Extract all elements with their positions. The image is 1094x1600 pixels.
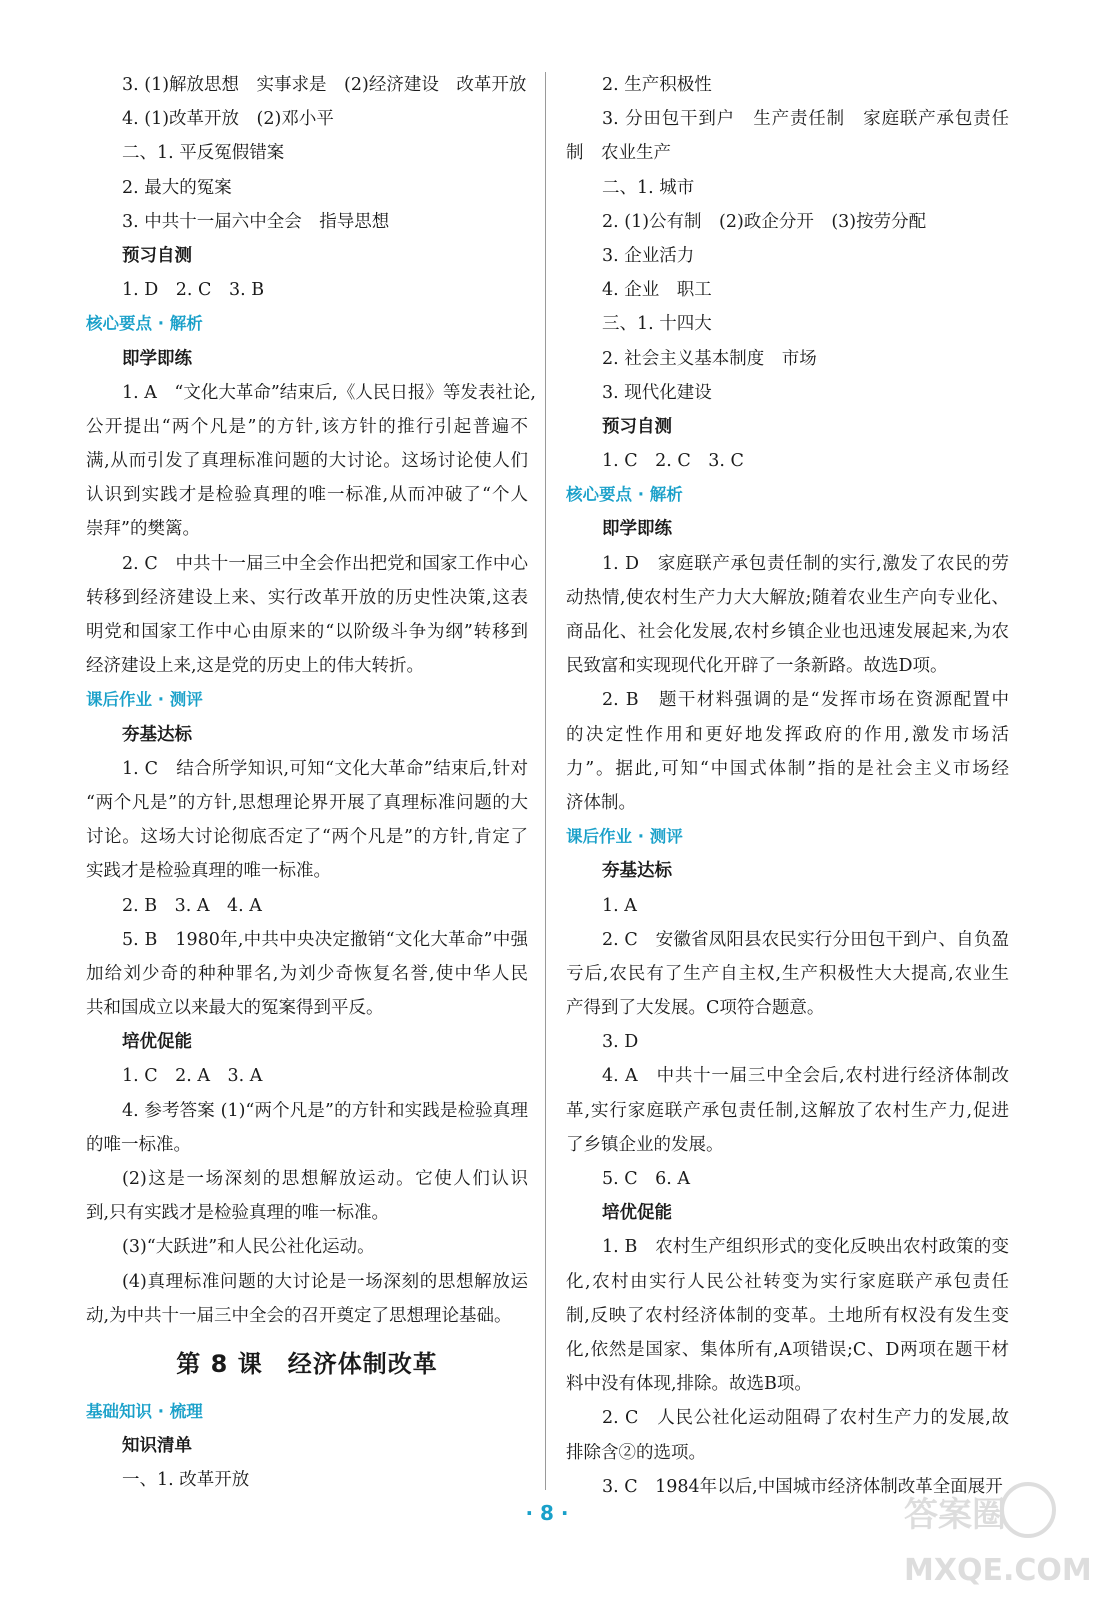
answer-line: (4)真理标准问题的大讨论是一场深刻的思想解放运 — [122, 1271, 528, 1292]
answer-continuation: 认识到实践才是检验真理的唯一标准,从而冲破了“个人 — [86, 485, 528, 506]
section-heading: 课后作业 · 测评 — [566, 827, 683, 847]
answer-continuation: 动,为中共十一届三中全会的召开奠定了思想理论基础。 — [86, 1305, 512, 1326]
answer-line: 2. B 题干材料强调的是“发挥市场在资源配置中 — [602, 690, 1009, 711]
subsection-heading: 夯基达标 — [602, 861, 672, 882]
answer-line: 3. C 1984年以后,中国城市经济体制改革全面展开 — [602, 1476, 1003, 1497]
answer-line: 2. B 3. A 4. A — [122, 895, 262, 916]
subsection-heading: 知识清单 — [122, 1436, 192, 1457]
answer-line: 1. D 家庭联产承包责任制的实行,激发了农民的劳 — [602, 553, 1009, 574]
answer-continuation: 的唯一标准。 — [86, 1134, 191, 1155]
answer-line: 3. 分田包干到户 生产责任制 家庭联产承包责任 — [602, 109, 1009, 130]
lesson-title: 第 8 课 经济体制改革 — [176, 1349, 438, 1378]
answer-continuation: “两个凡是”的方针,思想理论界开展了真理标准问题的大 — [86, 792, 528, 813]
subsection-heading: 即学即练 — [122, 348, 192, 369]
section-heading: 核心要点 · 解析 — [566, 485, 683, 505]
answer-line: 1. A — [602, 895, 637, 916]
answer-continuation: 亏后,农民有了生产自主权,生产积极性大大提高,农业生 — [566, 963, 1009, 984]
answer-line: 4. (1)改革开放 (2)邓小平 — [122, 109, 334, 130]
answer-line: 1. C 结合所学知识,可知“文化大革命”结束后,针对 — [122, 758, 528, 779]
answer-line: 一、1. 改革开放 — [122, 1470, 250, 1491]
answer-continuation: 加给刘少奇的种种罪名,为刘少奇恢复名誉,使中华人民 — [86, 963, 528, 984]
answer-line: 5. B 1980年,中共中央决定撤销“文化大革命”中强 — [122, 929, 528, 950]
answer-continuation: 实践才是检验真理的唯一标准。 — [86, 861, 331, 882]
answer-line: 3. 企业活力 — [602, 245, 695, 266]
answer-line: 3. 中共十一届六中全会 指导思想 — [122, 211, 390, 232]
subsection-heading: 即学即练 — [602, 519, 672, 540]
section-heading: 课后作业 · 测评 — [86, 690, 203, 710]
answer-continuation: 经济建设上来,这是党的历史上的伟大转折。 — [86, 656, 425, 677]
answer-line: 2. (1)公有制 (2)政企分开 (3)按劳分配 — [602, 211, 927, 232]
answer-line: 2. 最大的冤案 — [122, 177, 232, 198]
answer-line: 5. C 6. A — [602, 1169, 691, 1189]
answer-continuation: 明党和国家工作中心由原来的“以阶级斗争为纲”转移到 — [86, 622, 528, 642]
answer-continuation: 制,反映了农村经济体制的变革。土地所有权没有发生变 — [566, 1305, 1009, 1326]
left-column — [86, 68, 536, 1498]
answer-line: 三、1. 十四大 — [602, 314, 712, 335]
subsection-heading: 培优促能 — [602, 1203, 672, 1224]
watermark-text: 答案圈 — [904, 1495, 1006, 1535]
answer-continuation: 济体制。 — [566, 792, 636, 813]
answer-line: 2. 生产积极性 — [602, 75, 712, 95]
answer-continuation: 了乡镇企业的发展。 — [566, 1134, 724, 1155]
answer-line: (2)这是一场深刻的思想解放运动。它使人们认识 — [122, 1169, 528, 1189]
answer-line: 二、1. 平反冤假错案 — [122, 143, 285, 164]
answer-continuation: 讨论。这场大讨论彻底否定了“两个凡是”的方针,肯定了 — [86, 827, 528, 848]
answer-continuation: 排除含②的选项。 — [566, 1442, 706, 1463]
answer-line: 4. A 中共十一届三中全会后,农村进行经济体制改 — [602, 1066, 1009, 1087]
answer-line: 2. 社会主义基本制度 市场 — [602, 348, 817, 369]
answer-continuation: 力”。据此,可知“中国式体制”指的是社会主义市场经 — [566, 758, 1009, 779]
answer-line: 二、1. 城市 — [602, 177, 695, 198]
answer-continuation: 化,依然是国家、集体所有,A项错误;C、D两项在题干材 — [566, 1339, 1009, 1360]
answer-continuation: 制 农业生产 — [566, 143, 671, 164]
answer-line: 4. 企业 职工 — [602, 280, 712, 301]
answer-continuation: 动热情,使农村生产力大大解放;随着农业生产向专业化、 — [566, 587, 1009, 608]
answer-line: 2. C 人民公社化运动阻碍了农村生产力的发展,故 — [602, 1408, 1009, 1429]
subsection-heading: 预习自测 — [602, 416, 672, 437]
subsection-heading: 夯基达标 — [122, 724, 192, 745]
answer-continuation: 民致富和实现现代化开辟了一条新路。故选D项。 — [566, 656, 948, 677]
answer-line: 1. A “文化大革命”结束后,《人民日报》等发表社论, — [122, 382, 536, 403]
page-number: · 8 · — [525, 1501, 569, 1525]
right-column — [566, 68, 1009, 1504]
answer-line: 3. 现代化建设 — [602, 382, 712, 403]
answer-continuation: 到,只有实践才是检验真理的唯一标准。 — [86, 1203, 390, 1224]
answer-line: 1. C 2. A 3. A — [122, 1066, 263, 1087]
answer-continuation: 公开提出“两个凡是”的方针,该方针的推行引起普遍不 — [86, 416, 528, 437]
subsection-heading: 培优促能 — [122, 1032, 192, 1053]
answer-continuation: 共和国成立以来最大的冤案得到平反。 — [86, 998, 384, 1019]
answer-continuation: 革,实行家庭联产承包责任制,这解放了农村生产力,促进 — [566, 1100, 1009, 1121]
answer-line: 3. D — [602, 1032, 639, 1053]
section-heading: 核心要点 · 解析 — [86, 314, 203, 334]
answer-line: 2. C 安徽省凤阳县农民实行分田包干到户、自负盈 — [602, 929, 1009, 950]
answer-line: 1. D 2. C 3. B — [122, 280, 265, 301]
answer-line: 2. C 中共十一届三中全会作出把党和国家工作中心 — [122, 553, 528, 574]
watermark-url: MXQE.COM — [904, 1553, 1092, 1588]
answer-continuation: 商品化、社会化发展,农村乡镇企业也迅速发展起来,为农 — [566, 622, 1009, 642]
answer-line: 1. B 农村生产组织形式的变化反映出农村政策的变 — [602, 1237, 1009, 1258]
column-divider — [545, 72, 546, 1490]
answer-continuation: 料中没有体现,排除。故选B项。 — [566, 1374, 812, 1395]
section-heading: 基础知识 · 梳理 — [86, 1401, 203, 1421]
subsection-heading: 预习自测 — [122, 245, 192, 266]
answer-line: (3)“大跃进”和人民公社化运动。 — [122, 1237, 375, 1258]
answer-line: 3. (1)解放思想 实事求是 (2)经济建设 改革开放 — [122, 75, 527, 95]
answer-line: 4. 参考答案 (1)“两个凡是”的方针和实践是检验真理 — [122, 1100, 528, 1121]
answer-line: 1. C 2. C 3. C — [602, 451, 744, 472]
answer-continuation: 转移到经济建设上来、实行改革开放的历史性决策,这表 — [86, 587, 528, 608]
answer-continuation: 崇拜”的樊篱。 — [86, 519, 200, 540]
watermark-logo — [900, 1470, 1092, 1590]
answer-continuation: 满,从而引发了真理标准问题的大讨论。这场讨论使人们 — [86, 451, 528, 472]
answer-continuation: 化,农村由实行人民公社转变为实行家庭联产承包责任 — [566, 1271, 1009, 1292]
answer-continuation: 的决定性作用和更好地发挥政府的作用,激发市场活 — [566, 724, 1009, 745]
answer-continuation: 产得到了大发展。C项符合题意。 — [566, 998, 825, 1019]
